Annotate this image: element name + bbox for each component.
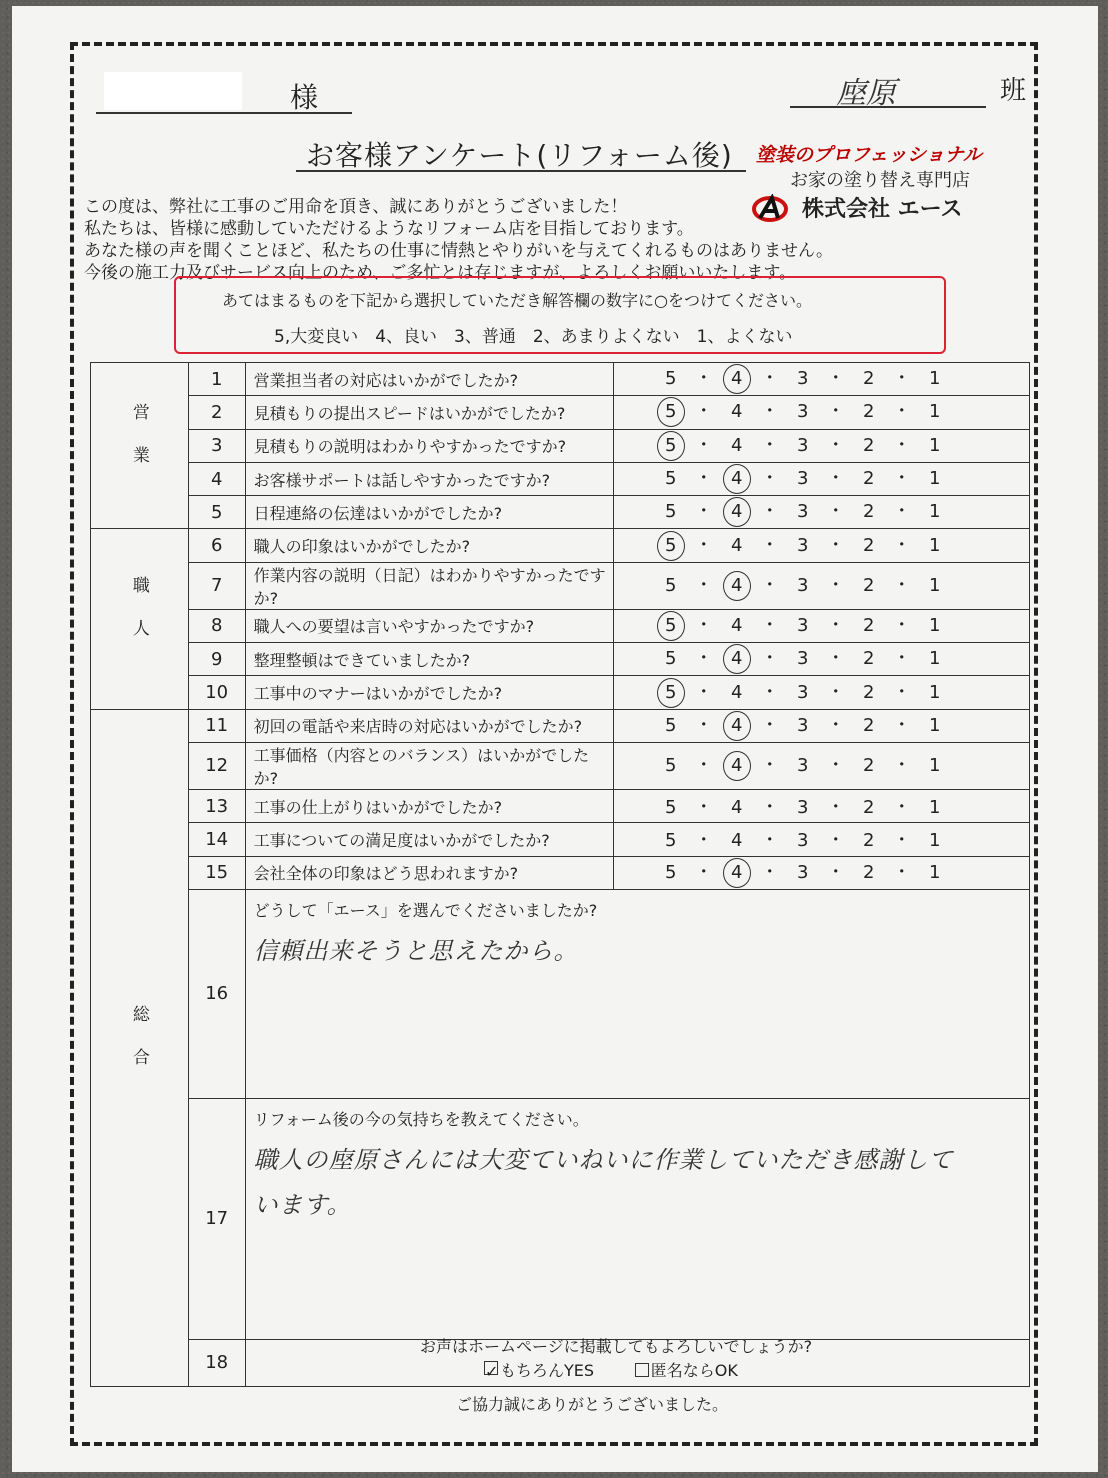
separator-dot: ・ bbox=[760, 534, 779, 556]
separator-dot: ・ bbox=[892, 830, 911, 852]
question-text: 工事価格（内容とのバランス）はいかがでしたか? bbox=[245, 742, 614, 789]
question-text: 日程連絡の伝達はいかがでしたか? bbox=[245, 496, 614, 529]
rating-option[interactable]: 2 bbox=[863, 368, 875, 390]
question-row bbox=[91, 529, 1030, 562]
separator-dot: ・ bbox=[694, 501, 713, 523]
separator-dot: ・ bbox=[694, 614, 713, 636]
separator-dot: ・ bbox=[826, 648, 845, 670]
q16-answer-box[interactable] bbox=[245, 889, 1029, 1098]
title-underline bbox=[296, 170, 746, 172]
rating-option[interactable]: 5 bbox=[665, 501, 677, 523]
question-row bbox=[91, 609, 1030, 642]
rating-option[interactable]: 3 bbox=[797, 368, 809, 390]
separator-dot: ・ bbox=[760, 648, 779, 670]
rating-option[interactable]: 2 bbox=[863, 714, 875, 736]
separator-dot: ・ bbox=[892, 468, 911, 490]
rating-option[interactable]: 4 bbox=[731, 614, 743, 636]
yes-option-label: もちろんYES bbox=[500, 1361, 595, 1380]
rating-scale bbox=[614, 823, 1030, 856]
selected-rating[interactable]: 4 bbox=[723, 364, 751, 394]
company-name: 株式会社 エース bbox=[802, 197, 963, 222]
rating-option[interactable]: 1 bbox=[929, 401, 941, 423]
rating-option[interactable]: 3 bbox=[797, 468, 809, 490]
question-text: 工事中のマナーはいかがでしたか? bbox=[245, 676, 614, 709]
q18-question: お声はホームページに掲載してもよろしいでしょうか? bbox=[420, 1337, 813, 1356]
question-row bbox=[91, 789, 1030, 822]
question-text: お客様サポートは話しやすかったですか? bbox=[245, 462, 614, 495]
rating-option[interactable]: 4 bbox=[731, 681, 743, 703]
question-row bbox=[91, 676, 1030, 709]
separator-dot: ・ bbox=[694, 434, 713, 456]
separator-dot: ・ bbox=[694, 574, 713, 596]
company-logo-icon bbox=[752, 194, 792, 222]
question-text: 職人の印象はいかがでしたか? bbox=[245, 529, 614, 562]
rating-option[interactable]: 5 bbox=[665, 830, 677, 852]
rating-option[interactable]: 2 bbox=[863, 797, 875, 819]
rating-scale bbox=[614, 496, 1030, 529]
rating-option[interactable]: 3 bbox=[797, 681, 809, 703]
separator-dot: ・ bbox=[694, 468, 713, 490]
separator-dot: ・ bbox=[694, 714, 713, 736]
question-number: 8 bbox=[188, 609, 245, 642]
rating-option[interactable]: 2 bbox=[863, 401, 875, 423]
separator-dot: ・ bbox=[892, 534, 911, 556]
question-text: 工事の仕上がりはいかがでしたか? bbox=[245, 789, 614, 822]
rating-option[interactable]: 1 bbox=[929, 648, 941, 670]
rating-scale bbox=[614, 529, 1030, 562]
rating-option[interactable]: 3 bbox=[797, 401, 809, 423]
question-row bbox=[91, 429, 1030, 462]
separator-dot: ・ bbox=[892, 368, 911, 390]
rating-option[interactable]: 1 bbox=[929, 830, 941, 852]
page-title: お客様アンケート(リフォーム後) bbox=[306, 139, 733, 172]
q18-options bbox=[484, 1358, 738, 1381]
selected-rating[interactable]: 4 bbox=[723, 858, 751, 888]
rating-option[interactable]: 5 bbox=[665, 368, 677, 390]
rating-option[interactable]: 3 bbox=[797, 534, 809, 556]
separator-dot: ・ bbox=[760, 401, 779, 423]
question-row bbox=[91, 709, 1030, 742]
rating-option[interactable]: 1 bbox=[929, 714, 941, 736]
separator-dot: ・ bbox=[760, 861, 779, 883]
separator-dot: ・ bbox=[826, 754, 845, 776]
intro-line-4: 今後の施工力及びサービス向上のため、ご多忙とは存じますが、よろしくお願いいたします。 bbox=[84, 263, 796, 283]
rating-scale bbox=[614, 643, 1030, 676]
selected-rating[interactable]: 5 bbox=[657, 611, 685, 641]
rating-option[interactable]: 5 bbox=[665, 714, 677, 736]
separator-dot: ・ bbox=[826, 830, 845, 852]
rating-scale bbox=[614, 363, 1030, 396]
separator-dot: ・ bbox=[760, 830, 779, 852]
rating-scale bbox=[614, 396, 1030, 429]
separator-dot: ・ bbox=[892, 501, 911, 523]
separator-dot: ・ bbox=[826, 714, 845, 736]
question-text: 工事についての満足度はいかがでしたか? bbox=[245, 823, 614, 856]
separator-dot: ・ bbox=[892, 401, 911, 423]
intro-line-1: この度は、弊社に工事のご用命を頂き、誠にありがとうございました！ bbox=[84, 197, 628, 217]
separator-dot: ・ bbox=[826, 401, 845, 423]
rating-option[interactable]: 3 bbox=[797, 797, 809, 819]
selected-rating[interactable]: 4 bbox=[723, 464, 751, 494]
separator-dot: ・ bbox=[694, 401, 713, 423]
rating-scale bbox=[614, 789, 1030, 822]
question-row bbox=[91, 823, 1030, 856]
rating-option[interactable]: 2 bbox=[863, 501, 875, 523]
free-answer-row bbox=[91, 1098, 1030, 1339]
question-text: 見積もりの説明はわかりやすかったですか? bbox=[245, 429, 614, 462]
rating-scale bbox=[614, 609, 1030, 642]
rating-option[interactable]: 3 bbox=[797, 861, 809, 883]
question-number: 4 bbox=[188, 462, 245, 495]
separator-dot: ・ bbox=[694, 681, 713, 703]
question-row bbox=[91, 396, 1030, 429]
selected-rating[interactable]: 4 bbox=[723, 571, 751, 601]
rating-option[interactable]: 5 bbox=[665, 797, 677, 819]
intro-line-3: あなた様の声を聞くことほど、私たちの仕事に情熱とやりがいを与えてくれるものはありません。 bbox=[84, 241, 834, 261]
rating-option[interactable]: 2 bbox=[863, 861, 875, 883]
q17-answer-box[interactable] bbox=[245, 1098, 1029, 1339]
separator-dot: ・ bbox=[694, 830, 713, 852]
separator-dot: ・ bbox=[760, 434, 779, 456]
separator-dot: ・ bbox=[826, 681, 845, 703]
separator-dot: ・ bbox=[892, 681, 911, 703]
separator-dot: ・ bbox=[826, 797, 845, 819]
selected-rating[interactable]: 4 bbox=[723, 497, 751, 527]
separator-dot: ・ bbox=[826, 501, 845, 523]
question-row bbox=[91, 496, 1030, 529]
selected-rating[interactable]: 4 bbox=[723, 711, 751, 741]
handwritten-answer: 信頼出来そうと思えたから。 bbox=[253, 936, 579, 965]
rating-option[interactable]: 1 bbox=[929, 681, 941, 703]
separator-dot: ・ bbox=[892, 614, 911, 636]
separator-dot: ・ bbox=[826, 614, 845, 636]
rating-option[interactable]: 3 bbox=[797, 754, 809, 776]
rating-option[interactable]: 1 bbox=[929, 861, 941, 883]
team-label: 班 bbox=[1000, 76, 1027, 106]
question-text: 初回の電話や来店時の対応はいかがでしたか? bbox=[245, 709, 614, 742]
question-row bbox=[91, 856, 1030, 889]
separator-dot: ・ bbox=[760, 714, 779, 736]
rating-option[interactable]: 5 bbox=[665, 574, 677, 596]
separator-dot: ・ bbox=[760, 574, 779, 596]
rating-scale bbox=[614, 856, 1030, 889]
rating-option[interactable]: 1 bbox=[929, 368, 941, 390]
separator-dot: ・ bbox=[892, 434, 911, 456]
rating-scale bbox=[614, 709, 1030, 742]
yes-checkbox[interactable]: ✓ bbox=[485, 1362, 499, 1381]
rating-option[interactable]: 4 bbox=[731, 434, 743, 456]
rating-scale bbox=[614, 462, 1030, 495]
rating-option[interactable]: 1 bbox=[929, 754, 941, 776]
separator-dot: ・ bbox=[760, 468, 779, 490]
separator-dot: ・ bbox=[892, 714, 911, 736]
rating-option[interactable]: 2 bbox=[863, 754, 875, 776]
q16-question: どうして「エース」を選んでくださいましたか? bbox=[253, 900, 598, 920]
separator-dot: ・ bbox=[694, 861, 713, 883]
selected-rating[interactable]: 5 bbox=[657, 431, 685, 461]
redacted-customer-name bbox=[104, 72, 242, 110]
question-text: 作業内容の説明（日記）はわかりやすかったですか? bbox=[245, 562, 614, 609]
separator-dot: ・ bbox=[826, 368, 845, 390]
separator-dot: ・ bbox=[760, 614, 779, 636]
handwritten-answer: 職人の𫝷原さんには大変ていねいに作業していただき感謝して bbox=[253, 1145, 954, 1174]
question-number: 3 bbox=[188, 429, 245, 462]
category-craftsman: 職人 bbox=[91, 529, 189, 709]
selected-rating[interactable]: 5 bbox=[657, 678, 685, 708]
separator-dot: ・ bbox=[760, 754, 779, 776]
anonymous-option-label: 匿名ならOK bbox=[650, 1361, 738, 1380]
intro-line-2: 私たちは、皆様に感動していただけるようなリフォーム店を目指しております。 bbox=[84, 219, 694, 239]
question-number: 5 bbox=[188, 496, 245, 529]
question-number: 11 bbox=[188, 709, 245, 742]
rating-scale bbox=[614, 676, 1030, 709]
selected-rating[interactable]: 5 bbox=[657, 397, 685, 427]
rating-option[interactable]: 4 bbox=[731, 401, 743, 423]
question-number: 7 bbox=[188, 562, 245, 609]
rating-option[interactable]: 1 bbox=[929, 797, 941, 819]
separator-dot: ・ bbox=[694, 368, 713, 390]
question-number: 10 bbox=[188, 676, 245, 709]
free-answer-row bbox=[91, 889, 1030, 1098]
rating-option[interactable]: 3 bbox=[797, 614, 809, 636]
separator-dot: ・ bbox=[826, 434, 845, 456]
rating-option[interactable]: 1 bbox=[929, 434, 941, 456]
rating-option[interactable]: 3 bbox=[797, 501, 809, 523]
name-underline bbox=[96, 112, 352, 114]
rating-option[interactable]: 3 bbox=[797, 830, 809, 852]
rating-scale bbox=[614, 429, 1030, 462]
separator-dot: ・ bbox=[892, 648, 911, 670]
question-number: 2 bbox=[188, 396, 245, 429]
question-number: 18 bbox=[188, 1339, 245, 1386]
rating-scale bbox=[614, 742, 1030, 789]
question-number: 17 bbox=[188, 1098, 245, 1339]
honorific-sama: 様 bbox=[290, 81, 319, 114]
separator-dot: ・ bbox=[760, 681, 779, 703]
separator-dot: ・ bbox=[760, 797, 779, 819]
handwritten-answer: います。 bbox=[253, 1190, 352, 1219]
team-underline bbox=[790, 106, 986, 108]
rating-option[interactable]: 4 bbox=[731, 830, 743, 852]
question-number: 1 bbox=[188, 363, 245, 396]
rating-option[interactable]: 3 bbox=[797, 648, 809, 670]
question-row bbox=[91, 643, 1030, 676]
questionnaire-table bbox=[90, 362, 1030, 1387]
anonymous-checkbox[interactable] bbox=[635, 1363, 649, 1377]
rating-scale bbox=[614, 562, 1030, 609]
separator-dot: ・ bbox=[694, 534, 713, 556]
category-overall: 総合 bbox=[91, 709, 189, 1386]
question-number: 6 bbox=[188, 529, 245, 562]
separator-dot: ・ bbox=[826, 534, 845, 556]
separator-dot: ・ bbox=[826, 468, 845, 490]
handwritten-team-name: 𫝷原 bbox=[836, 76, 896, 111]
separator-dot: ・ bbox=[892, 797, 911, 819]
question-row bbox=[91, 742, 1030, 789]
question-text: 見積もりの提出スピードはいかがでしたか? bbox=[245, 396, 614, 429]
question-text: 営業担当者の対応はいかがでしたか? bbox=[245, 363, 614, 396]
selected-rating[interactable]: 4 bbox=[723, 644, 751, 674]
separator-dot: ・ bbox=[694, 754, 713, 776]
rating-option[interactable]: 1 bbox=[929, 468, 941, 490]
rating-option[interactable]: 2 bbox=[863, 468, 875, 490]
selected-rating[interactable]: 5 bbox=[657, 531, 685, 561]
separator-dot: ・ bbox=[760, 368, 779, 390]
question-number: 15 bbox=[188, 856, 245, 889]
question-number: 14 bbox=[188, 823, 245, 856]
question-number: 9 bbox=[188, 643, 245, 676]
question-row bbox=[91, 562, 1030, 609]
rating-option[interactable]: 5 bbox=[665, 648, 677, 670]
separator-dot: ・ bbox=[760, 501, 779, 523]
rating-option[interactable]: 1 bbox=[929, 501, 941, 523]
question-text: 職人への要望は言いやすかったですか? bbox=[245, 609, 614, 642]
question-number: 12 bbox=[188, 742, 245, 789]
separator-dot: ・ bbox=[826, 861, 845, 883]
rating-option[interactable]: 3 bbox=[797, 434, 809, 456]
rating-option[interactable]: 5 bbox=[665, 754, 677, 776]
selected-rating[interactable]: 4 bbox=[723, 751, 751, 781]
rating-option[interactable]: 3 bbox=[797, 714, 809, 736]
question-text: 整理整頓はできていましたか? bbox=[245, 643, 614, 676]
category-sales: 営業 bbox=[91, 363, 189, 529]
question-row bbox=[91, 363, 1030, 396]
question-text: 会社全体の印象はどう思われますか? bbox=[245, 856, 614, 889]
separator-dot: ・ bbox=[892, 574, 911, 596]
separator-dot: ・ bbox=[892, 861, 911, 883]
rating-option[interactable]: 4 bbox=[731, 534, 743, 556]
rating-option[interactable]: 2 bbox=[863, 434, 875, 456]
brand-tagline: 塗装のプロフェッショナル bbox=[756, 144, 982, 166]
rating-option[interactable]: 5 bbox=[665, 861, 677, 883]
question-number: 13 bbox=[188, 789, 245, 822]
rating-option[interactable]: 2 bbox=[863, 681, 875, 703]
separator-dot: ・ bbox=[892, 754, 911, 776]
separator-dot: ・ bbox=[694, 648, 713, 670]
rating-option[interactable]: 2 bbox=[863, 830, 875, 852]
brand-subtitle: お家の塗り替え専門店 bbox=[790, 170, 970, 191]
separator-dot: ・ bbox=[826, 574, 845, 596]
footer-thanks: ご協力誠にありがとうございました。 bbox=[456, 1395, 729, 1414]
rating-option[interactable]: 2 bbox=[863, 614, 875, 636]
rating-option[interactable]: 2 bbox=[863, 574, 875, 596]
rating-option[interactable]: 5 bbox=[665, 468, 677, 490]
instruction-text: あてはまるものを下記から選択していただき解答欄の数字に○をつけてください。 bbox=[222, 291, 812, 310]
rating-option[interactable]: 1 bbox=[929, 534, 941, 556]
rating-option[interactable]: 1 bbox=[929, 614, 941, 636]
rating-option[interactable]: 4 bbox=[731, 797, 743, 819]
rating-option[interactable]: 2 bbox=[863, 534, 875, 556]
question-number: 16 bbox=[188, 889, 245, 1098]
rating-scale-legend: 5,大変良い 4、良い 3、普通 2、あまりよくない 1、よくない bbox=[274, 327, 793, 347]
rating-option[interactable]: 1 bbox=[929, 574, 941, 596]
q17-question: リフォーム後の今の気持ちを教えてください。 bbox=[253, 1109, 589, 1129]
rating-option[interactable]: 2 bbox=[863, 648, 875, 670]
rating-option[interactable]: 3 bbox=[797, 574, 809, 596]
question-row bbox=[91, 462, 1030, 495]
separator-dot: ・ bbox=[694, 797, 713, 819]
